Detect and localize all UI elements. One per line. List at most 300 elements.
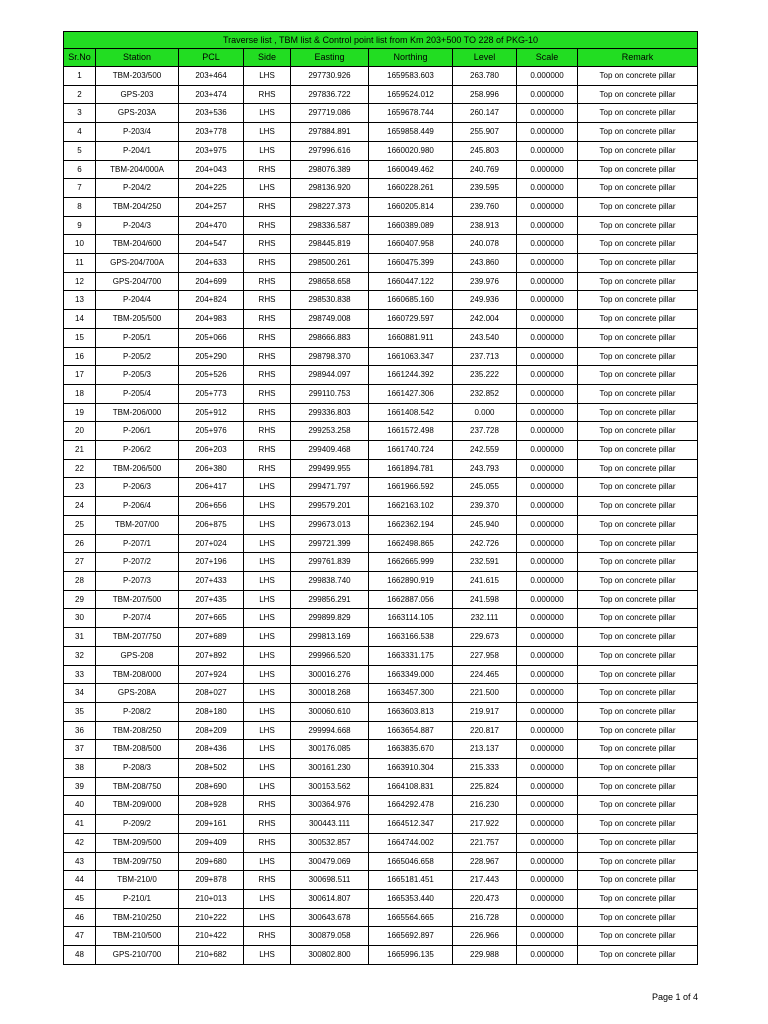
cell-remark: Top on concrete pillar	[578, 422, 698, 441]
table-row	[64, 235, 698, 254]
cell-sr-no: 4	[64, 123, 96, 142]
table-row	[64, 272, 698, 291]
table-row	[64, 946, 698, 965]
cell-pcl: 206+656	[179, 497, 244, 516]
cell-pcl: 207+924	[179, 665, 244, 684]
cell-station: TBM-209/750	[96, 852, 179, 871]
cell-level: 242.726	[453, 534, 517, 553]
column-header-station: Station	[96, 49, 179, 67]
cell-level: 237.728	[453, 422, 517, 441]
cell-level: 243.540	[453, 328, 517, 347]
cell-sr-no: 14	[64, 310, 96, 329]
cell-station: P-206/4	[96, 497, 179, 516]
cell-sr-no: 18	[64, 384, 96, 403]
cell-pcl: 203+536	[179, 104, 244, 123]
cell-sr-no: 41	[64, 815, 96, 834]
cell-remark: Top on concrete pillar	[578, 497, 698, 516]
cell-easting: 299994.668	[291, 721, 369, 740]
cell-side: LHS	[244, 478, 291, 497]
cell-level: 239.976	[453, 272, 517, 291]
cell-scale: 0.000000	[517, 833, 578, 852]
cell-remark: Top on concrete pillar	[578, 777, 698, 796]
cell-remark: Top on concrete pillar	[578, 553, 698, 572]
cell-station: P-209/2	[96, 815, 179, 834]
cell-side: LHS	[244, 759, 291, 778]
cell-scale: 0.000000	[517, 123, 578, 142]
cell-scale: 0.000000	[517, 235, 578, 254]
cell-easting: 299899.829	[291, 609, 369, 628]
table-row	[64, 665, 698, 684]
cell-side: LHS	[244, 889, 291, 908]
cell-side: LHS	[244, 721, 291, 740]
cell-remark: Top on concrete pillar	[578, 179, 698, 198]
cell-side: LHS	[244, 67, 291, 86]
table-row	[64, 478, 698, 497]
cell-station: P-204/1	[96, 141, 179, 160]
cell-side: RHS	[244, 235, 291, 254]
cell-side: RHS	[244, 927, 291, 946]
cell-station: P-205/1	[96, 328, 179, 347]
cell-sr-no: 12	[64, 272, 96, 291]
cell-side: LHS	[244, 104, 291, 123]
cell-level: 260.147	[453, 104, 517, 123]
cell-pcl: 204+225	[179, 179, 244, 198]
cell-station: TBM-206/500	[96, 459, 179, 478]
cell-easting: 299253.258	[291, 422, 369, 441]
table-row	[64, 590, 698, 609]
cell-scale: 0.000000	[517, 291, 578, 310]
table-row	[64, 609, 698, 628]
table-row	[64, 254, 698, 273]
cell-sr-no: 7	[64, 179, 96, 198]
cell-scale: 0.000000	[517, 908, 578, 927]
table-row	[64, 310, 698, 329]
cell-pcl: 210+013	[179, 889, 244, 908]
cell-pcl: 209+409	[179, 833, 244, 852]
cell-remark: Top on concrete pillar	[578, 291, 698, 310]
cell-station: GPS-204/700A	[96, 254, 179, 273]
table-row	[64, 740, 698, 759]
cell-side: RHS	[244, 310, 291, 329]
cell-scale: 0.000000	[517, 946, 578, 965]
cell-side: RHS	[244, 85, 291, 104]
cell-easting: 299471.797	[291, 478, 369, 497]
cell-northing: 1663331.175	[369, 646, 453, 665]
cell-remark: Top on concrete pillar	[578, 702, 698, 721]
cell-scale: 0.000000	[517, 815, 578, 834]
cell-pcl: 204+257	[179, 197, 244, 216]
cell-station: P-207/3	[96, 571, 179, 590]
cell-level: 249.936	[453, 291, 517, 310]
cell-northing: 1661894.781	[369, 459, 453, 478]
cell-scale: 0.000000	[517, 590, 578, 609]
cell-easting: 300479.069	[291, 852, 369, 871]
cell-level: 229.673	[453, 628, 517, 647]
cell-remark: Top on concrete pillar	[578, 197, 698, 216]
survey-table	[63, 31, 698, 965]
cell-level: 241.615	[453, 571, 517, 590]
column-header-remark: Remark	[578, 49, 698, 67]
cell-easting: 299499.955	[291, 459, 369, 478]
cell-scale: 0.000000	[517, 384, 578, 403]
column-header-side: Side	[244, 49, 291, 67]
table-row	[64, 347, 698, 366]
cell-pcl: 208+928	[179, 796, 244, 815]
cell-sr-no: 35	[64, 702, 96, 721]
cell-level: 219.917	[453, 702, 517, 721]
cell-remark: Top on concrete pillar	[578, 740, 698, 759]
cell-easting: 299721.399	[291, 534, 369, 553]
cell-scale: 0.000000	[517, 254, 578, 273]
cell-level: 217.922	[453, 815, 517, 834]
cell-easting: 298076.389	[291, 160, 369, 179]
cell-station: GPS-203A	[96, 104, 179, 123]
cell-pcl: 205+773	[179, 384, 244, 403]
survey-table-container	[63, 31, 697, 965]
cell-station: P-206/1	[96, 422, 179, 441]
cell-side: RHS	[244, 160, 291, 179]
cell-northing: 1661572.498	[369, 422, 453, 441]
cell-remark: Top on concrete pillar	[578, 927, 698, 946]
cell-station: TBM-203/500	[96, 67, 179, 86]
cell-sr-no: 44	[64, 871, 96, 890]
cell-easting: 298749.008	[291, 310, 369, 329]
cell-side: LHS	[244, 497, 291, 516]
cell-level: 221.500	[453, 684, 517, 703]
cell-pcl: 204+470	[179, 216, 244, 235]
cell-scale: 0.000000	[517, 553, 578, 572]
cell-station: TBM-209/500	[96, 833, 179, 852]
cell-remark: Top on concrete pillar	[578, 328, 698, 347]
cell-station: P-205/3	[96, 366, 179, 385]
cell-side: RHS	[244, 796, 291, 815]
cell-pcl: 210+422	[179, 927, 244, 946]
cell-station: TBM-210/250	[96, 908, 179, 927]
cell-easting: 300364.976	[291, 796, 369, 815]
cell-easting: 299761.839	[291, 553, 369, 572]
cell-pcl: 207+435	[179, 590, 244, 609]
cell-easting: 300532.857	[291, 833, 369, 852]
table-row	[64, 67, 698, 86]
cell-side: LHS	[244, 179, 291, 198]
cell-station: TBM-206/000	[96, 403, 179, 422]
cell-scale: 0.000000	[517, 796, 578, 815]
cell-sr-no: 36	[64, 721, 96, 740]
cell-sr-no: 26	[64, 534, 96, 553]
cell-pcl: 206+417	[179, 478, 244, 497]
cell-scale: 0.000000	[517, 571, 578, 590]
cell-sr-no: 30	[64, 609, 96, 628]
table-row	[64, 833, 698, 852]
cell-pcl: 209+680	[179, 852, 244, 871]
cell-pcl: 207+024	[179, 534, 244, 553]
cell-remark: Top on concrete pillar	[578, 796, 698, 815]
cell-level: 227.958	[453, 646, 517, 665]
cell-scale: 0.000000	[517, 216, 578, 235]
cell-northing: 1660685.160	[369, 291, 453, 310]
table-row	[64, 908, 698, 927]
table-row	[64, 515, 698, 534]
cell-easting: 300614.807	[291, 889, 369, 908]
cell-station: TBM-208/500	[96, 740, 179, 759]
cell-side: LHS	[244, 665, 291, 684]
cell-sr-no: 31	[64, 628, 96, 647]
table-row	[64, 85, 698, 104]
cell-northing: 1664292.478	[369, 796, 453, 815]
cell-pcl: 207+689	[179, 628, 244, 647]
cell-sr-no: 46	[64, 908, 96, 927]
cell-level: 243.860	[453, 254, 517, 273]
cell-sr-no: 45	[64, 889, 96, 908]
cell-station: GPS-208A	[96, 684, 179, 703]
cell-level: 213.137	[453, 740, 517, 759]
cell-remark: Top on concrete pillar	[578, 534, 698, 553]
table-row	[64, 104, 698, 123]
cell-remark: Top on concrete pillar	[578, 384, 698, 403]
cell-northing: 1662890.919	[369, 571, 453, 590]
cell-station: TBM-207/00	[96, 515, 179, 534]
cell-remark: Top on concrete pillar	[578, 889, 698, 908]
table-row	[64, 179, 698, 198]
cell-side: LHS	[244, 515, 291, 534]
cell-sr-no: 22	[64, 459, 96, 478]
cell-pcl: 208+690	[179, 777, 244, 796]
cell-side: RHS	[244, 441, 291, 460]
cell-pcl: 203+778	[179, 123, 244, 142]
cell-sr-no: 39	[64, 777, 96, 796]
cell-station: TBM-208/750	[96, 777, 179, 796]
cell-remark: Top on concrete pillar	[578, 590, 698, 609]
column-header-row	[64, 49, 698, 67]
cell-remark: Top on concrete pillar	[578, 609, 698, 628]
cell-sr-no: 27	[64, 553, 96, 572]
cell-level: 239.370	[453, 497, 517, 516]
cell-easting: 300060.610	[291, 702, 369, 721]
cell-easting: 298530.838	[291, 291, 369, 310]
cell-scale: 0.000000	[517, 852, 578, 871]
cell-level: 240.769	[453, 160, 517, 179]
cell-northing: 1663457.300	[369, 684, 453, 703]
cell-remark: Top on concrete pillar	[578, 646, 698, 665]
cell-northing: 1665046.658	[369, 852, 453, 871]
cell-northing: 1661063.347	[369, 347, 453, 366]
cell-sr-no: 3	[64, 104, 96, 123]
cell-remark: Top on concrete pillar	[578, 85, 698, 104]
cell-station: GPS-210/700	[96, 946, 179, 965]
cell-side: RHS	[244, 254, 291, 273]
cell-station: TBM-205/500	[96, 310, 179, 329]
cell-scale: 0.000000	[517, 721, 578, 740]
cell-scale: 0.000000	[517, 534, 578, 553]
cell-level: 225.824	[453, 777, 517, 796]
cell-scale: 0.000000	[517, 889, 578, 908]
cell-northing: 1659524.012	[369, 85, 453, 104]
cell-pcl: 210+682	[179, 946, 244, 965]
cell-side: LHS	[244, 684, 291, 703]
cell-scale: 0.000000	[517, 328, 578, 347]
cell-level: 239.595	[453, 179, 517, 198]
cell-easting: 298500.261	[291, 254, 369, 273]
cell-side: RHS	[244, 291, 291, 310]
cell-level: 224.465	[453, 665, 517, 684]
cell-side: LHS	[244, 571, 291, 590]
cell-scale: 0.000000	[517, 515, 578, 534]
table-row	[64, 197, 698, 216]
cell-level: 220.817	[453, 721, 517, 740]
cell-remark: Top on concrete pillar	[578, 104, 698, 123]
cell-scale: 0.000000	[517, 684, 578, 703]
cell-side: LHS	[244, 777, 291, 796]
cell-level: 215.333	[453, 759, 517, 778]
cell-northing: 1665692.897	[369, 927, 453, 946]
cell-northing: 1660475.399	[369, 254, 453, 273]
cell-easting: 300016.276	[291, 665, 369, 684]
cell-sr-no: 10	[64, 235, 96, 254]
table-row	[64, 684, 698, 703]
cell-pcl: 205+912	[179, 403, 244, 422]
table-row	[64, 441, 698, 460]
cell-scale: 0.000000	[517, 67, 578, 86]
cell-station: GPS-208	[96, 646, 179, 665]
cell-side: LHS	[244, 740, 291, 759]
cell-scale: 0.000000	[517, 422, 578, 441]
cell-northing: 1665996.135	[369, 946, 453, 965]
cell-pcl: 203+975	[179, 141, 244, 160]
table-row	[64, 291, 698, 310]
table-row	[64, 571, 698, 590]
cell-station: TBM-207/750	[96, 628, 179, 647]
cell-sr-no: 38	[64, 759, 96, 778]
cell-station: TBM-208/250	[96, 721, 179, 740]
cell-scale: 0.000000	[517, 927, 578, 946]
cell-scale: 0.000000	[517, 740, 578, 759]
cell-station: P-204/2	[96, 179, 179, 198]
cell-scale: 0.000000	[517, 272, 578, 291]
cell-scale: 0.000000	[517, 403, 578, 422]
cell-northing: 1661244.392	[369, 366, 453, 385]
cell-level: 216.728	[453, 908, 517, 927]
cell-northing: 1660205.814	[369, 197, 453, 216]
cell-easting: 299673.013	[291, 515, 369, 534]
cell-remark: Top on concrete pillar	[578, 871, 698, 890]
cell-remark: Top on concrete pillar	[578, 366, 698, 385]
cell-pcl: 204+633	[179, 254, 244, 273]
cell-sr-no: 24	[64, 497, 96, 516]
cell-remark: Top on concrete pillar	[578, 67, 698, 86]
cell-station: TBM-208/000	[96, 665, 179, 684]
cell-scale: 0.000000	[517, 310, 578, 329]
cell-easting: 297719.086	[291, 104, 369, 123]
cell-level: 238.913	[453, 216, 517, 235]
cell-sr-no: 21	[64, 441, 96, 460]
cell-scale: 0.000000	[517, 160, 578, 179]
table-row	[64, 852, 698, 871]
cell-station: P-204/3	[96, 216, 179, 235]
cell-level: 0.000	[453, 403, 517, 422]
cell-easting: 298136.920	[291, 179, 369, 198]
cell-northing: 1660228.261	[369, 179, 453, 198]
cell-level: 245.803	[453, 141, 517, 160]
cell-sr-no: 23	[64, 478, 96, 497]
table-row	[64, 497, 698, 516]
table-row	[64, 216, 698, 235]
cell-station: P-208/3	[96, 759, 179, 778]
cell-remark: Top on concrete pillar	[578, 235, 698, 254]
cell-scale: 0.000000	[517, 609, 578, 628]
cell-easting: 299856.291	[291, 590, 369, 609]
cell-level: 232.852	[453, 384, 517, 403]
cell-northing: 1660729.597	[369, 310, 453, 329]
cell-northing: 1664744.002	[369, 833, 453, 852]
cell-pcl: 205+066	[179, 328, 244, 347]
cell-scale: 0.000000	[517, 179, 578, 198]
cell-pcl: 208+209	[179, 721, 244, 740]
cell-sr-no: 17	[64, 366, 96, 385]
cell-sr-no: 15	[64, 328, 96, 347]
cell-pcl: 209+161	[179, 815, 244, 834]
cell-remark: Top on concrete pillar	[578, 908, 698, 927]
cell-scale: 0.000000	[517, 702, 578, 721]
cell-sr-no: 19	[64, 403, 96, 422]
cell-station: TBM-204/600	[96, 235, 179, 254]
cell-easting: 299409.468	[291, 441, 369, 460]
cell-northing: 1661740.724	[369, 441, 453, 460]
cell-side: RHS	[244, 366, 291, 385]
table-row	[64, 721, 698, 740]
cell-remark: Top on concrete pillar	[578, 160, 698, 179]
cell-sr-no: 42	[64, 833, 96, 852]
cell-easting: 297730.926	[291, 67, 369, 86]
cell-sr-no: 13	[64, 291, 96, 310]
cell-side: RHS	[244, 384, 291, 403]
cell-easting: 298658.658	[291, 272, 369, 291]
cell-pcl: 207+665	[179, 609, 244, 628]
table-row	[64, 777, 698, 796]
cell-pcl: 204+547	[179, 235, 244, 254]
cell-remark: Top on concrete pillar	[578, 665, 698, 684]
table-row	[64, 422, 698, 441]
cell-scale: 0.000000	[517, 628, 578, 647]
cell-remark: Top on concrete pillar	[578, 684, 698, 703]
column-header-easting: Easting	[291, 49, 369, 67]
table-row	[64, 384, 698, 403]
cell-easting: 298445.819	[291, 235, 369, 254]
cell-level: 245.055	[453, 478, 517, 497]
cell-remark: Top on concrete pillar	[578, 123, 698, 142]
cell-scale: 0.000000	[517, 104, 578, 123]
cell-remark: Top on concrete pillar	[578, 515, 698, 534]
cell-sr-no: 25	[64, 515, 96, 534]
cell-side: LHS	[244, 852, 291, 871]
cell-pcl: 209+878	[179, 871, 244, 890]
cell-station: P-206/3	[96, 478, 179, 497]
cell-northing: 1661427.306	[369, 384, 453, 403]
cell-pcl: 207+892	[179, 646, 244, 665]
cell-remark: Top on concrete pillar	[578, 141, 698, 160]
cell-pcl: 210+222	[179, 908, 244, 927]
column-header-northing: Northing	[369, 49, 453, 67]
cell-remark: Top on concrete pillar	[578, 628, 698, 647]
cell-sr-no: 40	[64, 796, 96, 815]
cell-northing: 1662163.102	[369, 497, 453, 516]
cell-easting: 298944.097	[291, 366, 369, 385]
cell-northing: 1659678.744	[369, 104, 453, 123]
cell-side: LHS	[244, 702, 291, 721]
table-row	[64, 646, 698, 665]
cell-station: P-205/2	[96, 347, 179, 366]
cell-northing: 1662665.999	[369, 553, 453, 572]
table-row	[64, 889, 698, 908]
